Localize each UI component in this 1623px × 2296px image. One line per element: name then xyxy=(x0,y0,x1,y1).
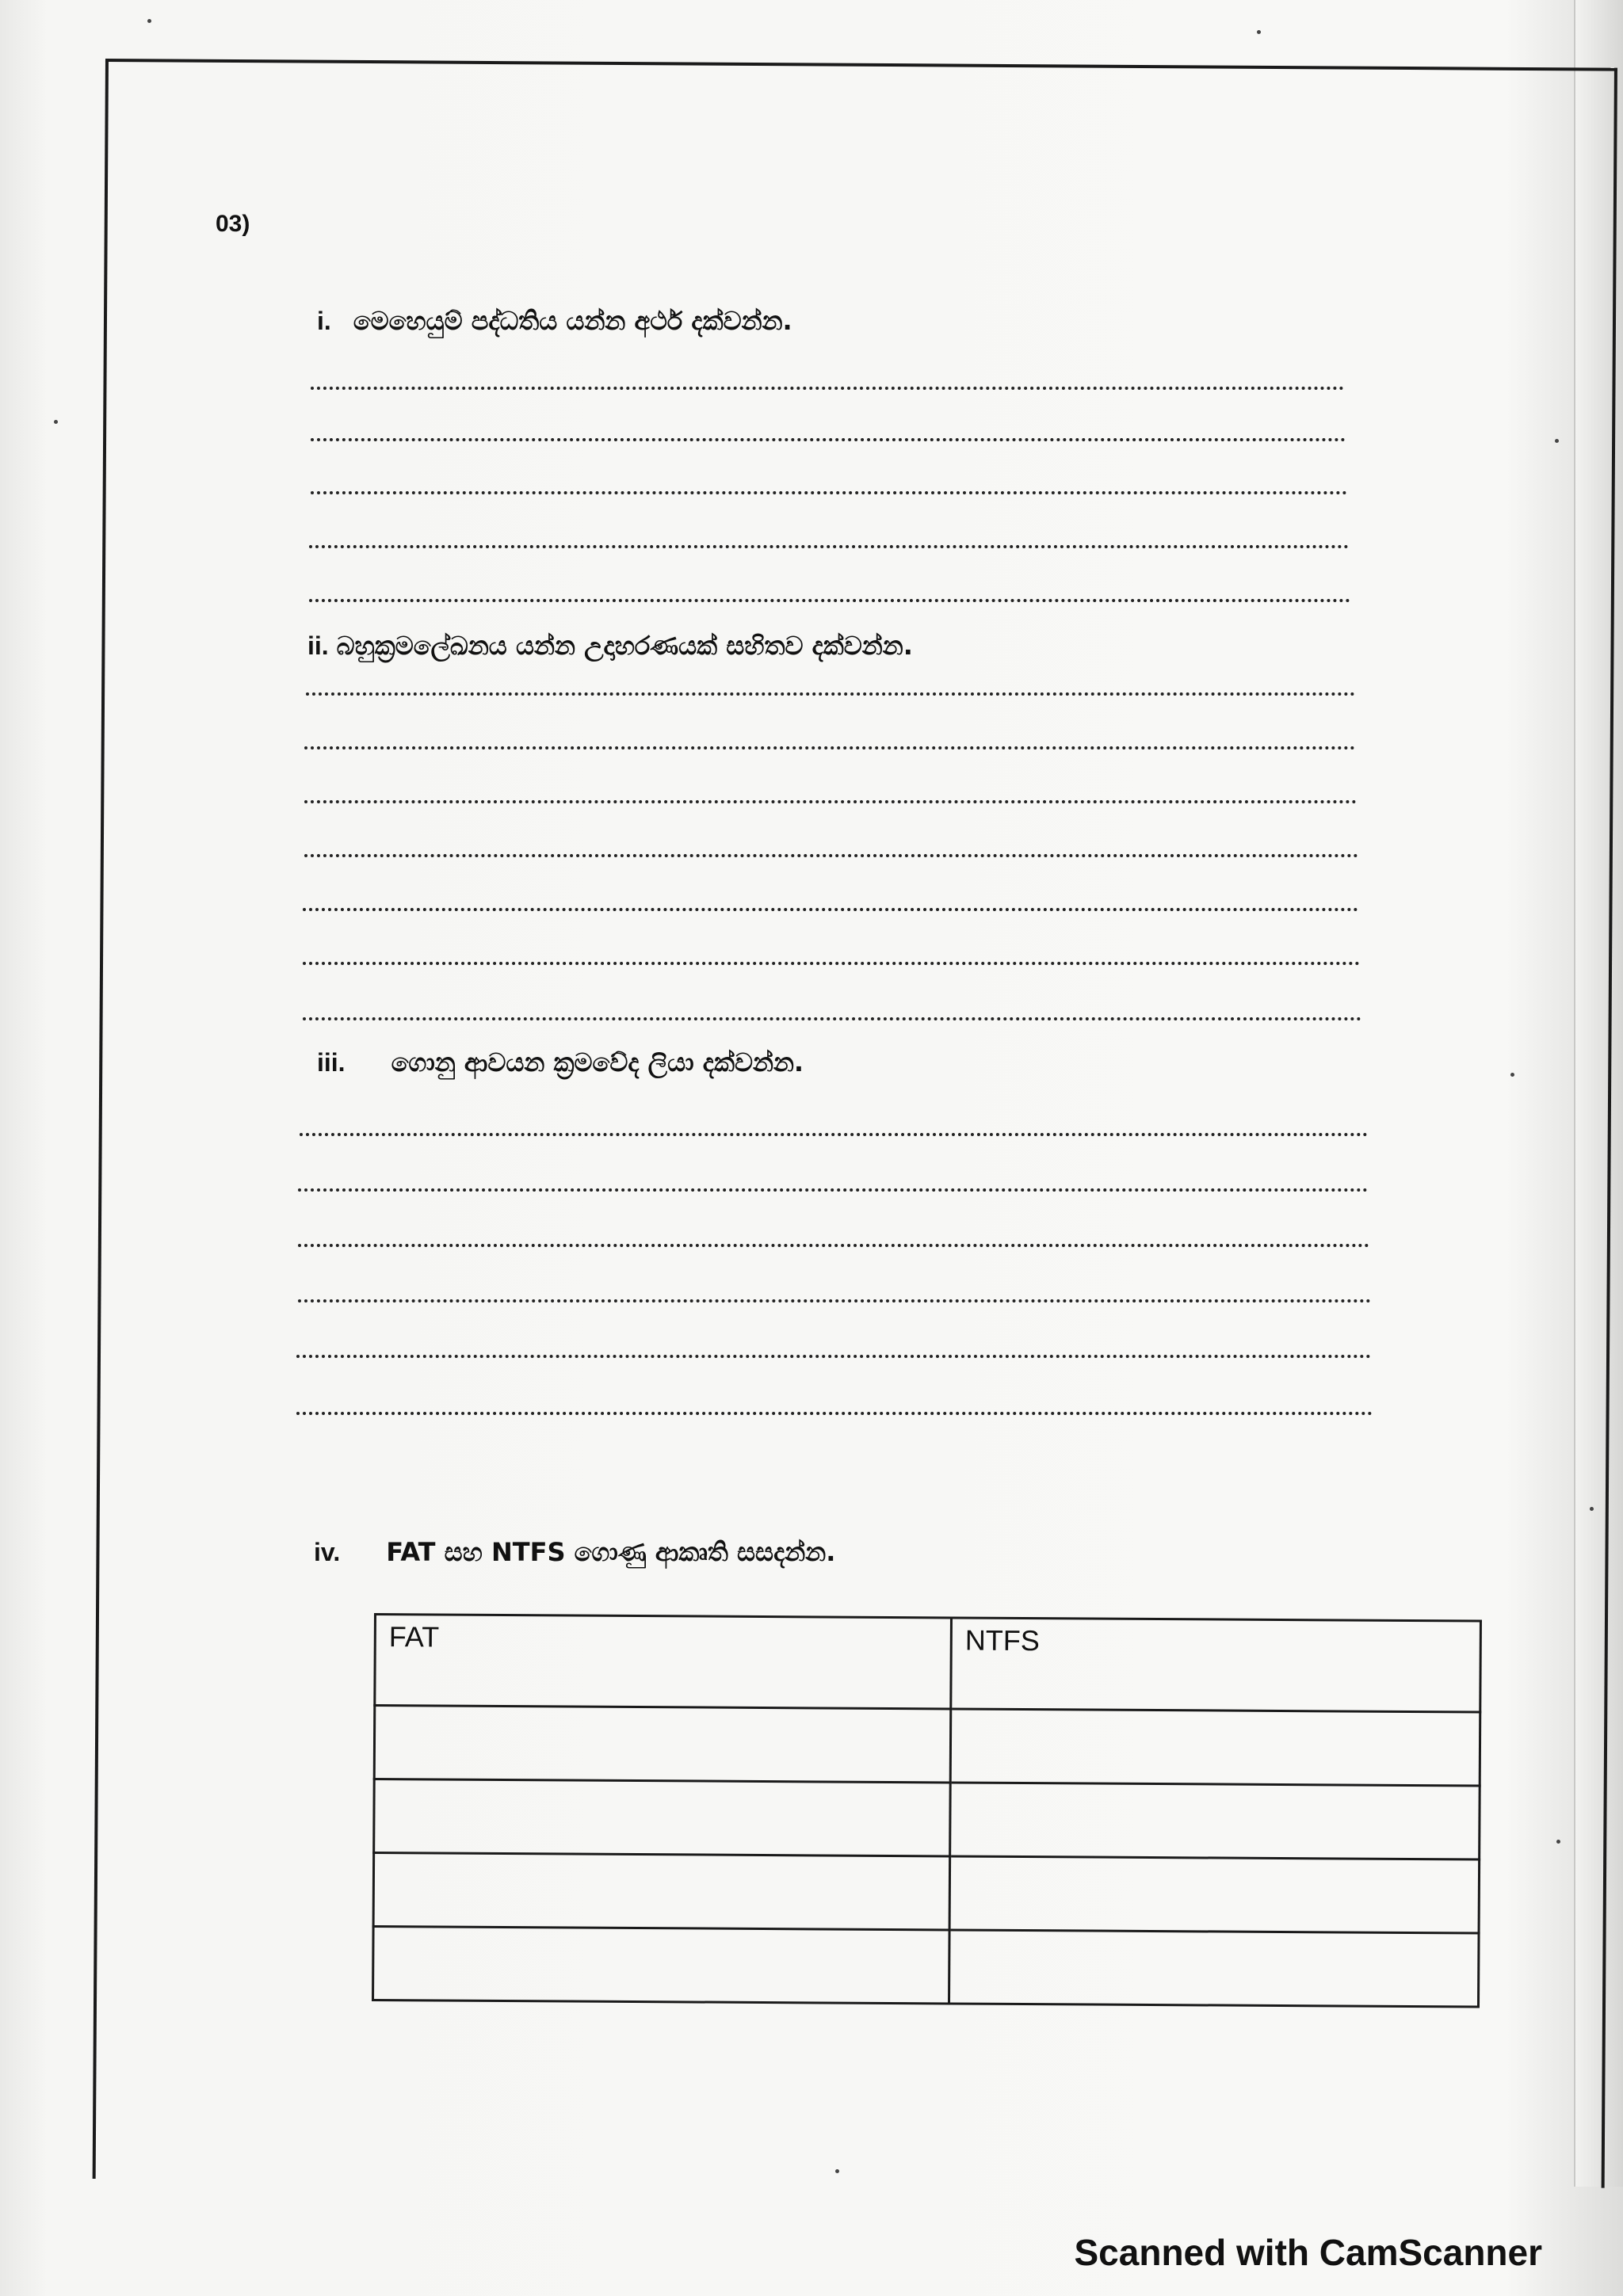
answer-line[interactable] xyxy=(304,746,1355,749)
answer-line[interactable] xyxy=(304,800,1357,803)
scan-speck xyxy=(147,19,151,23)
scan-speck xyxy=(1257,30,1261,34)
question-ii-text: බහුක්‍රමලේඛනය යන්න උදාහරණයක් සහිතව දක්වන්න. xyxy=(336,631,913,661)
question-i-number: i. xyxy=(317,307,331,335)
scan-speck xyxy=(1510,1073,1514,1077)
answer-line[interactable] xyxy=(298,1299,1371,1302)
answer-line[interactable] xyxy=(306,692,1355,696)
answer-line[interactable] xyxy=(303,962,1360,965)
answer-line[interactable] xyxy=(298,1188,1368,1192)
question-i xyxy=(317,306,792,337)
table-header-row xyxy=(375,1615,1481,1713)
question-iii-number: iii. xyxy=(317,1048,346,1077)
question-iii xyxy=(317,1047,804,1078)
table-row xyxy=(374,1779,1480,1860)
scan-speck xyxy=(1590,1507,1594,1511)
question-iv-number: iv. xyxy=(314,1538,341,1566)
question-number: 03) xyxy=(216,211,250,237)
question-iv-text: FAT සහ NTFS ගොණු ආකෘති සසදන්න. xyxy=(386,1537,836,1567)
answer-line[interactable] xyxy=(303,1017,1361,1020)
answer-line[interactable] xyxy=(309,545,1349,548)
table-cell[interactable] xyxy=(949,1930,1480,2007)
question-ii-number: ii. xyxy=(307,631,329,660)
table-cell[interactable] xyxy=(950,1709,1480,1786)
answer-line[interactable] xyxy=(303,908,1358,911)
answer-line[interactable] xyxy=(298,1244,1369,1247)
question-iv xyxy=(314,1537,835,1568)
answer-line[interactable] xyxy=(296,1412,1373,1415)
scan-speck xyxy=(54,420,58,424)
table-cell[interactable] xyxy=(374,1779,951,1856)
fat-ntfs-comparison-table xyxy=(372,1613,1482,2008)
table-row xyxy=(373,1927,1480,2008)
table-cell[interactable] xyxy=(949,1856,1480,1933)
question-ii xyxy=(307,631,913,662)
table-cell[interactable] xyxy=(950,1783,1480,1859)
answer-line[interactable] xyxy=(300,1133,1368,1136)
scan-speck xyxy=(1555,439,1559,443)
camscanner-watermark: Scanned with CamScanner xyxy=(1074,2232,1542,2273)
table-cell[interactable] xyxy=(373,1927,950,2004)
answer-line[interactable] xyxy=(296,1355,1371,1358)
question-iii-text: ගොනු ආවයන ක්‍රමවේද ලියා දක්වන්න. xyxy=(391,1047,804,1077)
answer-line[interactable] xyxy=(309,599,1350,602)
table-header-fat: FAT xyxy=(375,1615,952,1709)
answer-line[interactable] xyxy=(311,491,1347,494)
answer-line[interactable] xyxy=(311,387,1344,390)
table-row xyxy=(374,1706,1480,1787)
answer-line[interactable] xyxy=(311,438,1346,441)
table-cell[interactable] xyxy=(374,1706,951,1783)
table-row xyxy=(373,1853,1480,1934)
table-header-ntfs: NTFS xyxy=(951,1618,1481,1712)
question-i-text: මෙහෙයුම් පද්ධතිය යන්න අර්ථ දක්වන්න. xyxy=(353,306,792,336)
scan-speck xyxy=(835,2169,839,2173)
table-cell[interactable] xyxy=(373,1853,950,1930)
scan-speck xyxy=(1556,1840,1560,1844)
answer-line[interactable] xyxy=(304,854,1358,857)
